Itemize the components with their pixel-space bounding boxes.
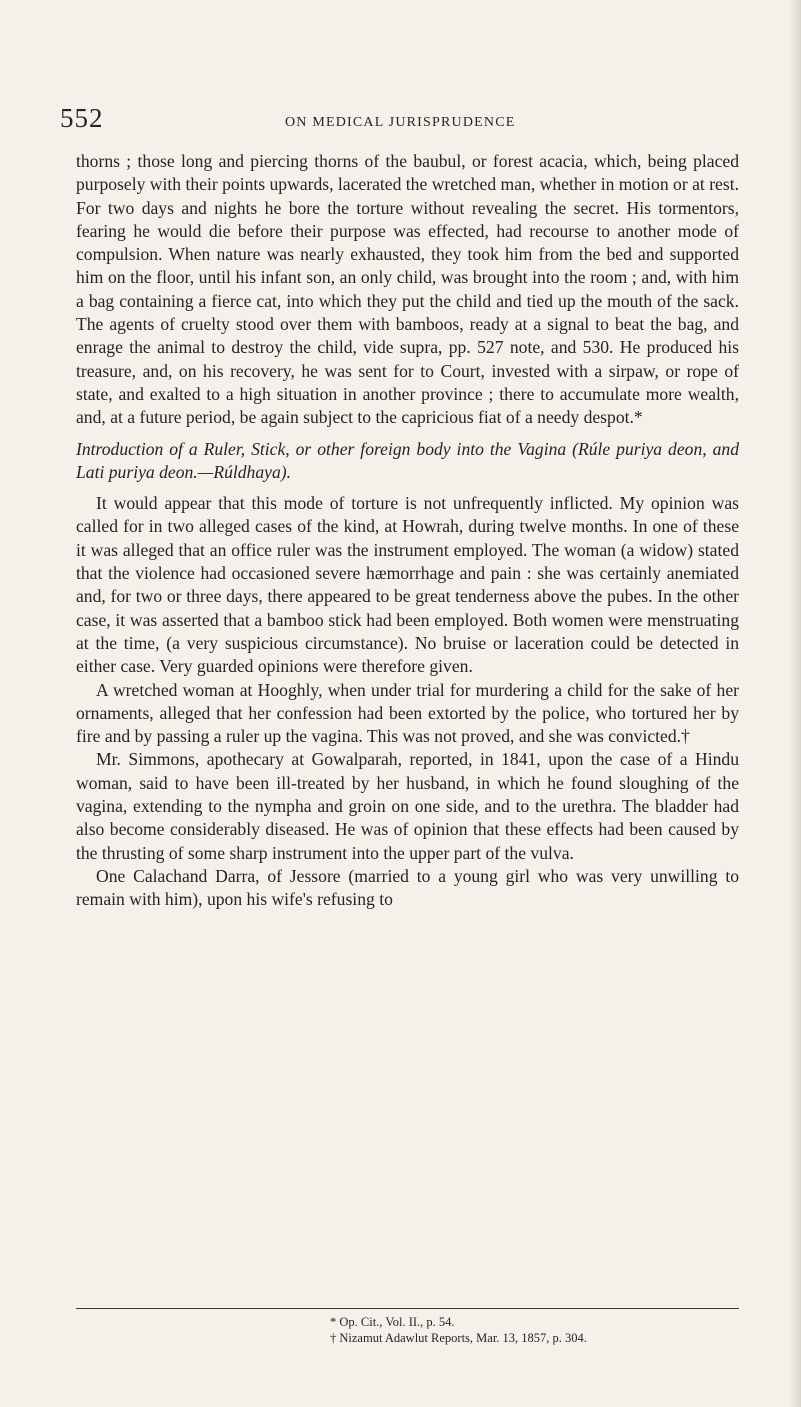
page-number: 552 <box>60 103 104 133</box>
body-text <box>76 150 739 912</box>
page-header <box>60 103 750 133</box>
paragraph: One Calachand Darra, of Jessore (married to a young girl who was very unwilling to remain with him), upon his wife's refusing to <box>76 865 739 910</box>
paragraph-continued: thorns ; those long and piercing thorns of the baubul, or forest acacia, which, being placed purposely with their points upwards, lacerated the wretched man, whether in motion or at rest. For two days and nights he bore the torture without revealing the secret. His tormentors, fearing he would die before their purpose was effected, had recourse to another mode of compulsion. When nature was nearly exhausted, they took him from the bed and supported him on the floor, until his infant son, an only child, was brought into the room ; and, with him a bag containing a fierce cat, into which they put the child and tied up the mouth of the sack. The agents of cruelty stood over them with bamboos, ready at a signal to beat the bag, and enrage the animal to destroy the child, vide supra, pp. 527 note, and 530. He produced his treasure, and, on his recovery, he was sent for to Court, invested with a sirpaw, or rope of state, and exalted to a high situation in another province ; there to accumulate more wealth, and, at a future period, be again subject to the capricious fiat of a needy despot.* <box>76 151 739 428</box>
footnotes <box>330 1314 587 1346</box>
paragraph: It would appear that this mode of torture is not unfrequently inflicted. My opinion was called for in two alleged cases of the kind, at Howrah, during twelve months. In one of these it was alleged that an office ruler was the instrument employed. The woman (a widow) stated that the violence had occasioned severe hæmorrhage and pain : she was certainly anemiated and, for two or three days, there appeared to be great tenderness above the pubes. In the other case, it was asserted that a bamboo stick had been employed. Both women were menstruating at the time, (a very suspicious circumstance). No bruise or laceration could be detected in either case. Very guarded opinions were therefore given. <box>76 493 739 677</box>
footnote: * Op. Cit., Vol. II., p. 54. <box>330 1315 455 1329</box>
footnote-divider <box>76 1308 739 1309</box>
paragraph: Mr. Simmons, apothecary at Gowalparah, reported, in 1841, upon the case of a Hindu woman, said to have been ill-treated by her husband, in which he found sloughing of the vagina, extending to the nympha and groin on one side, and to the urethra. The bladder had also become considerably diseased. He was of opinion that these effects had been caused by the thrusting of some sharp instrument into the upper part of the vulva. <box>76 749 739 863</box>
running-head: ON MEDICAL JURISPRUDENCE <box>285 115 516 130</box>
section-heading: Introduction of a Ruler, Stick, or other foreign body into the Vagina (Rúle puriya deon, and Lati puriya deon.—Rúldhaya). <box>76 438 739 482</box>
footnote: † Nizamut Adawlut Reports, Mar. 13, 1857, p. 304. <box>330 1331 587 1345</box>
page-edge-shadow <box>789 0 801 1407</box>
paragraph: A wretched woman at Hooghly, when under trial for murdering a child for the sake of her ornaments, alleged that her confession had been extorted by the police, who tortured her by fire and by passing a ruler up the vagina. This was not proved, and she was convicted.† <box>76 679 739 747</box>
